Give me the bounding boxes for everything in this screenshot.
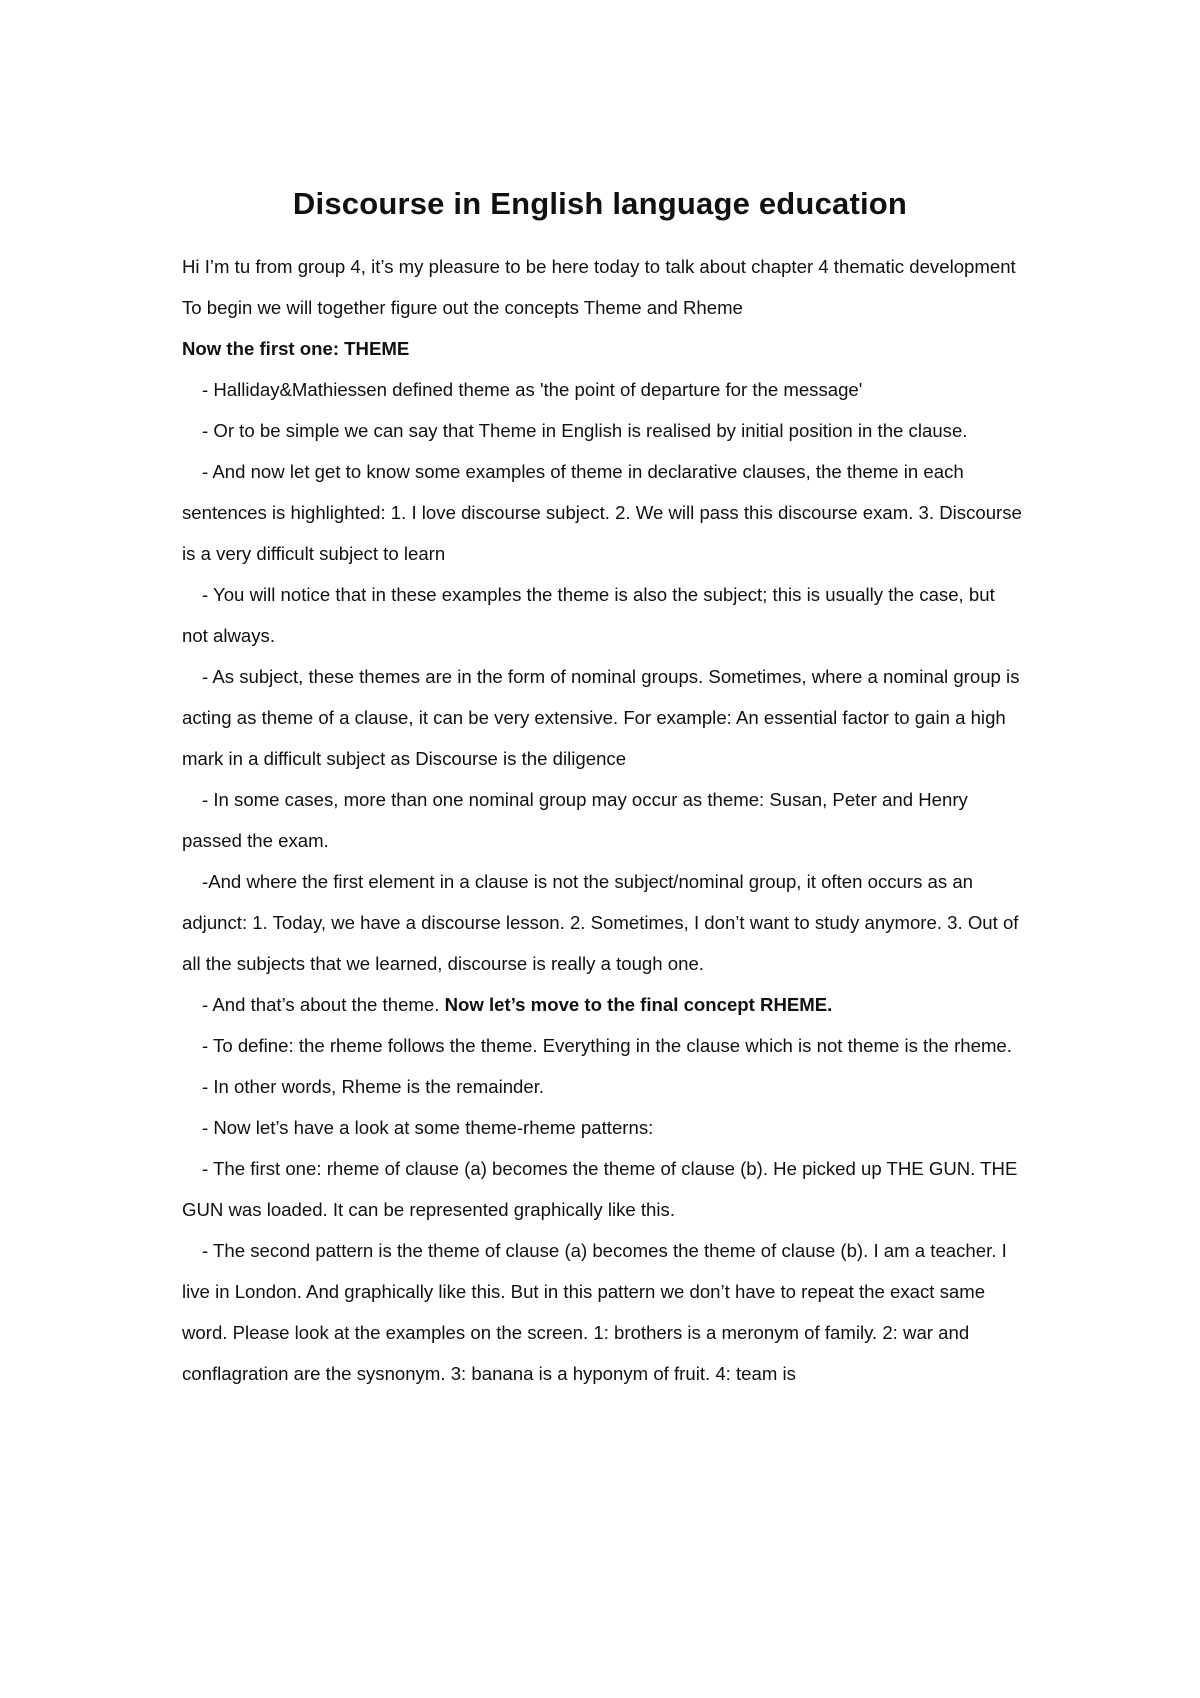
paragraph-simple: - Or to be simple we can say that Theme in English is realised by initial position in the clause. [202, 420, 968, 441]
paragraph-notice: - You will notice that in these examples the theme is also the subject; this is usually the case, but not always. [182, 584, 995, 646]
paragraph-adjunct: -And where the first element in a clause is not the subject/nominal group, it often occurs as an adjunct: 1. Today, we have a discourse lesson. 2. Sometimes, I don’t want to study anymore. 3. Out of all the subjects that we learned, discourse is really a tough one. [182, 871, 1019, 974]
paragraph-pattern-two: - The second pattern is the theme of clause (a) becomes the theme of clause (b). I am a teacher. I live in London. And graphically like this. But in this pattern we don’t have to repeat the exact same word. Please look at the examples on the screen. 1: brothers is a meronym of family. 2: war and conflagration are the sysnonym. 3: banana is a hyponym of fruit. 4: team is [182, 1240, 1007, 1384]
heading-theme: Now the first one: THEME [182, 338, 410, 359]
move-bold-text: Now let’s move to the final concept RHEME. [444, 994, 833, 1015]
paragraph-multiple: - In some cases, more than one nominal group may occur as theme: Susan, Peter and Henry passed the exam. [182, 789, 968, 851]
paragraph-examples: - And now let get to know some examples of theme in declarative clauses, the theme in each sentences is highlighted: 1. I love discourse subject. 2. We will pass this discourse exam. 3. Discourse is a very difficult subject to learn [182, 461, 1022, 564]
paragraph-definition: - Halliday&Mathiessen defined theme as 'the point of departure for the message' [202, 379, 863, 400]
paragraph-patterns: - Now let’s have a look at some theme-rheme patterns: [202, 1117, 654, 1138]
paragraph-intro: Hi I’m tu from group 4, it’s my pleasure to be here today to talk about chapter 4 thematic development [182, 256, 1016, 277]
paragraph-define-rheme: - To define: the rheme follows the theme. Everything in the clause which is not theme is the rheme. [202, 1035, 1012, 1056]
paragraph-move-rheme [182, 984, 1022, 1025]
paragraph-remainder: - In other words, Rheme is the remainder. [202, 1076, 545, 1097]
paragraph-begin: To begin we will together figure out the concepts Theme and Rheme [182, 297, 743, 318]
paragraph-nominal: - As subject, these themes are in the form of nominal groups. Sometimes, where a nominal group is acting as theme of a clause, it can be very extensive. For example: An essential factor to gain a high mark in a difficult subject as Discourse is the diligence [182, 666, 1020, 769]
move-plain-text: - And that’s about the theme. [202, 994, 445, 1015]
document-body [182, 246, 1022, 1394]
document-title: Discourse in English language education [292, 186, 908, 221]
paragraph-pattern-one: - The first one: rheme of clause (a) becomes the theme of clause (b). He picked up THE GUN. THE GUN was loaded. It can be represented graphically like this. [182, 1158, 1018, 1220]
